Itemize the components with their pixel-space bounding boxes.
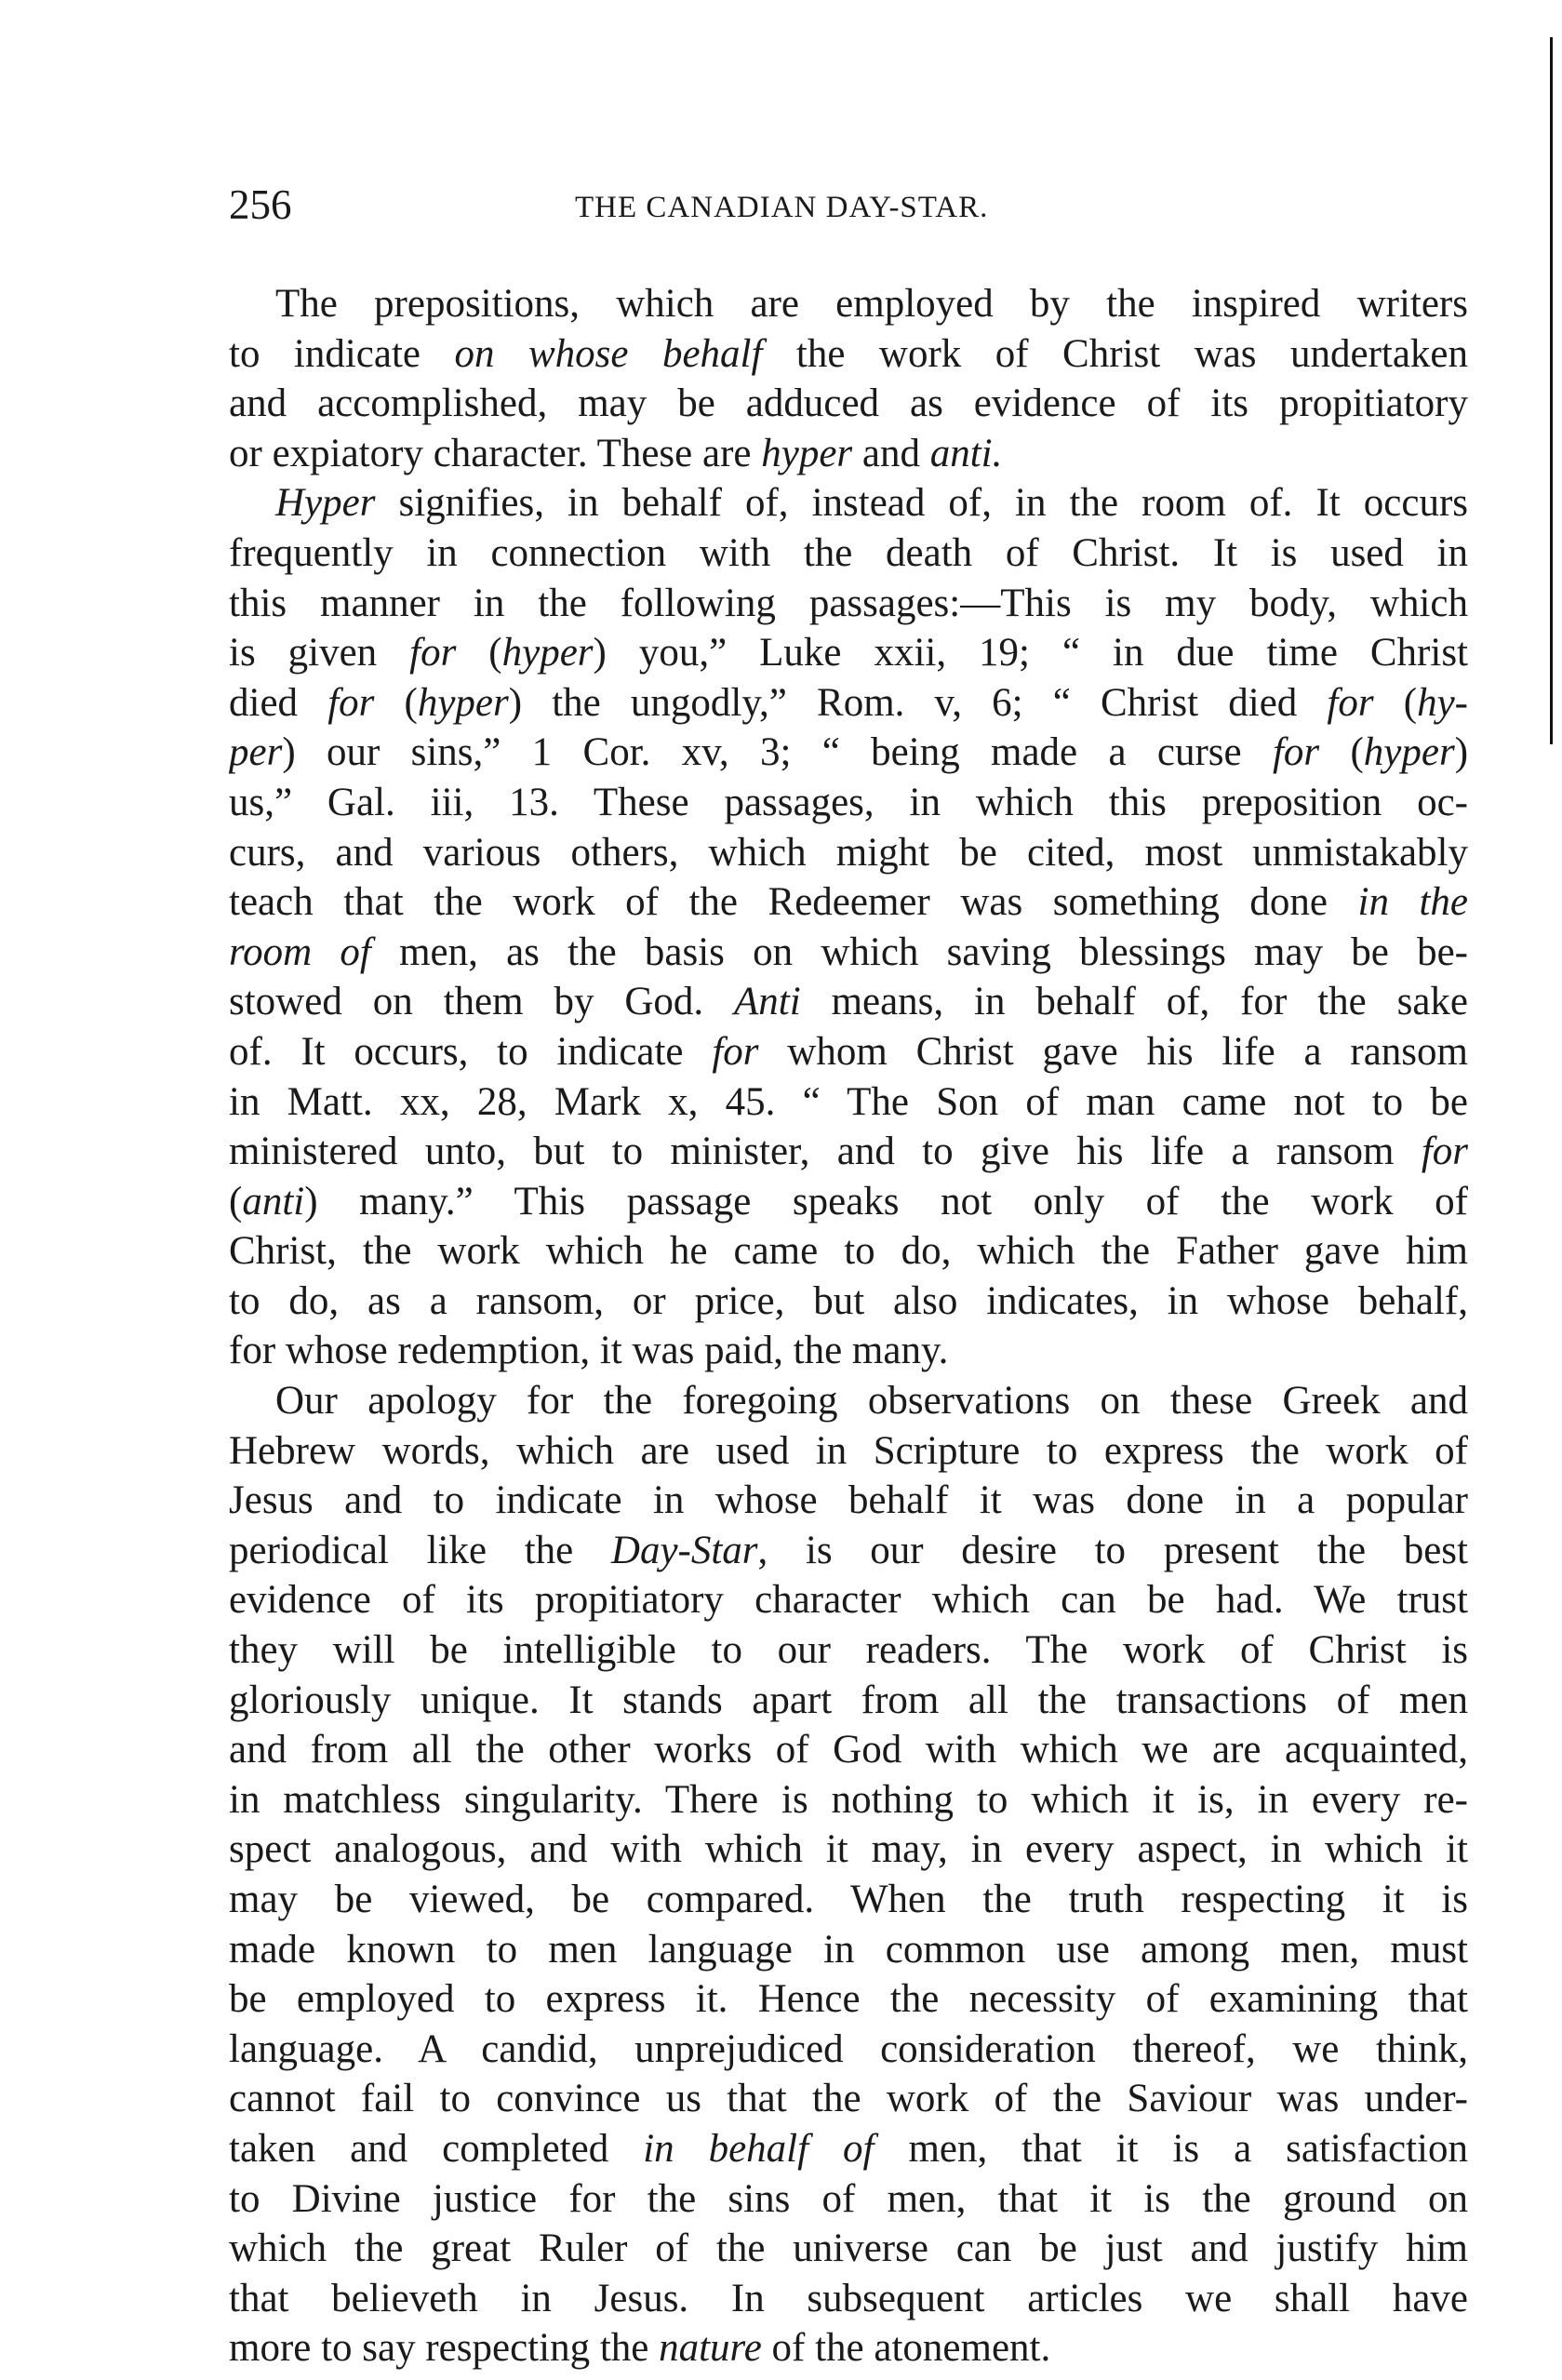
article-body (229, 279, 1468, 2373)
text-line: or expiatory character. These are hyper and anti. (229, 431, 1003, 475)
text-line: Jesus and to indicate in whose behalf it was done in a popular (229, 1478, 1468, 1523)
text-line: to indicate on whose behalf the work of Christ was undertaken (229, 331, 1468, 376)
text-line: Hyper signifies, in behalf of, instead of, in the room of. It occurs (275, 481, 1468, 526)
text-line: evidence of its propitiatory character which can be had. We trust (229, 1578, 1468, 1623)
running-head (229, 177, 1475, 233)
text-line: Christ, the work which he came to do, which the Father gave him (229, 1229, 1468, 1274)
text-line: (anti) many.” This passage speaks not only of the work of (229, 1179, 1468, 1223)
text-line: in Matt. xx, 28, Mark x, 45. “ The Son of man came not to be (229, 1079, 1468, 1124)
text-line: and from all the other works of God with which we are acquainted, (229, 1728, 1468, 1772)
page-number: 256 (229, 181, 292, 228)
text-line: and accomplished, may be adduced as evidence of its propitiatory (229, 381, 1468, 426)
text-line: language. A candid, unprejudiced consideration thereof, we think, (229, 2026, 1468, 2071)
text-line: they will be intelligible to our readers. The work of Christ is (229, 1628, 1468, 1673)
text-line: is given for (hyper) you,” Luke xxii, 19; “ in due time Christ (229, 631, 1468, 675)
text-line: us,” Gal. iii, 13. These passages, in which this preposition oc- (229, 780, 1468, 824)
text-line: curs, and various others, which might be cited, most unmistakably (229, 830, 1468, 875)
text-line: frequently in connection with the death of Christ. It is used in (229, 530, 1468, 575)
text-line: Our apology for the foregoing observations on these Greek and (275, 1379, 1468, 1424)
text-line: to Divine justice for the sins of men, that it is the ground on (229, 2176, 1468, 2221)
text-line: which the great Ruler of the universe can be just and justify him (229, 2226, 1468, 2271)
text-line: that believeth in Jesus. In subsequent articles we shall have (229, 2276, 1468, 2320)
text-line: The prepositions, which are employed by the inspired writers (275, 282, 1468, 326)
text-line: made known to men language in common use among men, must (229, 1927, 1468, 1972)
text-line: may be viewed, be compared. When the truth respecting it is (229, 1878, 1468, 1921)
text-line: room of men, as the basis on which saving blessings may be be- (229, 929, 1468, 974)
text-line: more to say respecting the nature of the atonement. (229, 2326, 1051, 2371)
text-line: be employed to express it. Hence the necessity of examining that (229, 1977, 1468, 2022)
text-line: gloriously unique. It stands apart from all the transactions of men (229, 1678, 1468, 1722)
text-line: Hebrew words, which are used in Scripture to express the work of (229, 1428, 1468, 1473)
text-line: in matchless singularity. There is nothing to which it is, in every re- (229, 1777, 1468, 1822)
text-line: per) our sins,” 1 Cor. xv, 3; “ being made a curse for (hyper) (229, 730, 1468, 775)
text-line: teach that the work of the Redeemer was something done in the (229, 880, 1468, 925)
text-line: of. It occurs, to indicate for whom Christ gave his life a ransom (229, 1029, 1468, 1074)
text-line: periodical like the Day-Star, is our desire to present the best (229, 1528, 1468, 1572)
running-title: THE CANADIAN DAY-STAR. (575, 191, 989, 224)
text-line: for whose redemption, it was paid, the many. (229, 1329, 949, 1373)
text-line: ministered unto, but to minister, and to give his life a ransom for (229, 1130, 1468, 1174)
text-line: this manner in the following passages:—This is my body, which (229, 581, 1468, 625)
text-line: taken and completed in behalf of men, that it is a satisfaction (229, 2126, 1468, 2171)
text-line: died for (hyper) the ungodly,” Rom. v, 6; “ Christ died for (hy- (229, 680, 1468, 725)
text-line: cannot fail to convince us that the work of the Saviour was under- (229, 2077, 1468, 2121)
text-line: stowed on them by God. Anti means, in behalf of, for the sake (229, 980, 1468, 1024)
margin-rule (1550, 37, 1553, 744)
text-line: to do, as a ransom, or price, but also indicates, in whose behalf, (229, 1278, 1468, 1323)
text-line: spect analogous, and with which it may, in every aspect, in which it (229, 1827, 1468, 1872)
